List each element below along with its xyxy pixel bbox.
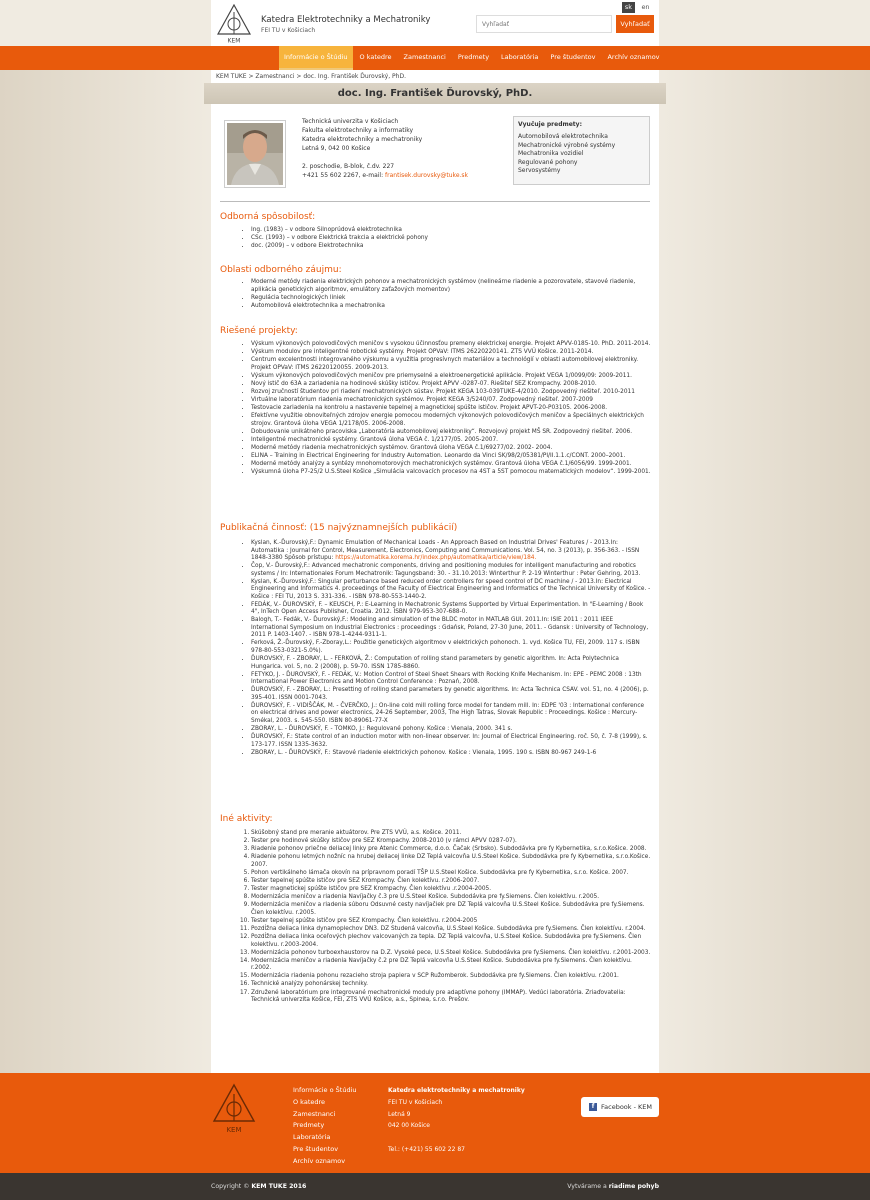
list-item: • ZBORAY, L. - ĎUROVSKÝ, F.: Stavové riadenie elektrických pohonov. Košice : Vienala, 1995. 190 s. ISBN 80-967 249-1-6 bbox=[251, 750, 651, 758]
list-item: • ĎUROVSKÝ, F.: State control of an induction motor with non-linear observer. In: Journal of Electrical Engineering. roč. 50, č. 7-8 (1999), s. 173-177. ISSN 1335-3632. bbox=[251, 734, 651, 749]
list-item: • CSc. (1993) – v odbore Elektrická trakcia a elektrické pohony bbox=[251, 235, 651, 243]
footer-contact-line: 042 00 Košice bbox=[388, 1122, 430, 1130]
list-item: • ELINA – Training in Electrical Engineering for Industry Automation. Leonardo da Vinci SK/98/2/05381/PI/II.1.1.c/CONT. 2000–2001. bbox=[251, 453, 651, 461]
footer-link[interactable]: Laboratória bbox=[293, 1133, 331, 1142]
nav-item-archive[interactable]: Archív oznamov bbox=[607, 53, 660, 61]
nav-item-labs[interactable]: Laboratória bbox=[501, 53, 539, 61]
page-title: doc. Ing. František Ďurovský, PhD. bbox=[337, 88, 533, 99]
list-item: • Ferková, Ž.-Ďurovský, F.-Zboray,L.: Použitie genetických algoritmov v elektrických pohonoch. 1. vyd. Košice TU, FEI, 2009. 117 s. ISBN 978-80-553-0321-5.0%). bbox=[251, 640, 651, 655]
list-item: 10. Tester tepelnej spúšte ističov pre SEZ Krompachy. Člen kolektívu. r.2004-2005 bbox=[251, 918, 651, 926]
list-item: • ĎUROVSKÝ, F. - ZBORAY, L. - FERKOVÁ, Ž.: Computation of rolling stand parameters by genetic algorithm. In: Acta Polytechnica Hungarica. vol. 5, no. 2 (2008), p. 59-70. ISSN 1785-8860. bbox=[251, 656, 651, 671]
footer-link[interactable]: Informácie o Štúdiu bbox=[293, 1086, 357, 1094]
subject-item[interactable]: Servosystémy bbox=[518, 167, 561, 175]
facebook-icon: f bbox=[589, 1103, 597, 1111]
list-item: • Rozvoj zručností študentov pri riadení mechatronických sústav. Projekt KEGA 103-039TUKE-4/2010. Zodpovedný riešiteľ. 2010-2011 bbox=[251, 389, 651, 397]
lang-sk-button[interactable]: sk bbox=[622, 2, 635, 13]
list-item: 9. Modernizácia meničov a riadenia súboru Odsuvné cesty navíjačiek pre DZ Teplá valcovňa U.S.Steel Košice. Subdodávka pre fy.Siemens. Člen kolektívu. r.2005. bbox=[251, 902, 651, 917]
publication-link[interactable]: https://automatika.korema.hr/index.php/automatika/article/view/184. bbox=[335, 555, 537, 561]
list-item: 11. Pozdĺžna deliaca linka dynamoplechov DN3. DZ Studená valcovňa, U.S.Steel Košice. Subdodávka pre fy.Siemens. Člen kolektívu. r.2004. bbox=[251, 926, 651, 934]
bottom-bar bbox=[0, 1173, 870, 1200]
footer-logo-text: KEM bbox=[226, 1126, 242, 1134]
section-title-competence: Odborná spôsobilosť: bbox=[220, 212, 316, 222]
person-photo-icon bbox=[227, 123, 283, 185]
list-item: • Inteligentné mechatronické systémy. Grantová úloha VEGA č. 1/2177/05. 2005-2007. bbox=[251, 437, 651, 445]
divider bbox=[220, 201, 650, 202]
footer-contact-line: Letná 9 bbox=[388, 1110, 411, 1118]
list-item: 4. Riadenie pohonu letmých nožníc na hrubej deliacej linke DZ Teplá valcovňa U.S.Steel Košice. Subdodávka pre fy Kybernetika, s.r.o.Košice. 2007. bbox=[251, 854, 651, 869]
facebook-button[interactable] bbox=[581, 1097, 659, 1117]
copyright: Copyright © KEM TUKE 2016 bbox=[211, 1183, 307, 1190]
competence-list bbox=[251, 227, 651, 251]
list-item: • Balogh, T.- Fedák, V.- Ďurovský,F.: Modeling and simulation of the BLDC motor in MATLAB GUI. 2011.In: ISIE 2011 : 2011 IEEE International Symposium on Industrial Electronics : proceedings : Gdańsk, Poland, 27-30 June, 2011. - Gdansk : University of Technology, 2011 P. 1403-1407. - ISBN 978-1-4244-9311-1. bbox=[251, 617, 651, 640]
contact-address bbox=[302, 117, 502, 180]
subject-item[interactable]: Regulované pohony bbox=[518, 158, 578, 166]
brand-title[interactable]: Katedra Elektrotechniky a Mechatroniky bbox=[261, 15, 431, 25]
list-item: • Dobudovanie unikátneho pracoviska „Laboratória automobilovej elektroniky“. Rozvojový projekt MŠ SR. Zodpovedný riešiteľ. 2006. bbox=[251, 429, 651, 437]
brand-subtitle: FEI TU v Košiciach bbox=[261, 27, 316, 34]
list-item: 14. Modernizácia meničov a riadenia Navíjačky č.2 pre DZ Teplá valcovňa U.S.Steel Košice. Subdodávka pre fy.Siemens. Člen kolektívu. r.2002. bbox=[251, 958, 651, 973]
publications-list bbox=[251, 540, 651, 758]
footer-link[interactable]: Pre študentov bbox=[293, 1144, 339, 1153]
list-item: • Virtuálne laboratórium riadenia mechatronických systémov. Projekt KEGA 3/5240/07. Zodpovedný riešiteľ. 2007-2009 bbox=[251, 397, 651, 405]
footer-contact bbox=[388, 1085, 525, 1156]
list-item: 2. Tester pre hodinové skúšky ističov pre SEZ Krompachy. 2008-2010 (v rámci APVV 0287-07). bbox=[251, 838, 651, 846]
nav-item-staff[interactable]: Zamestnanci bbox=[403, 53, 446, 61]
list-item: 3. Riadenie pohonov priečne deliacej linky pre Atenic Commerce, d.o.o. Čačak (Srbsko). Subdodávka pre fy Kybernetika, s.r.o.Košice. 2008. bbox=[251, 846, 651, 854]
section-title-publications: Publikačná činnosť: (15 najvýznamnejších publikácií) bbox=[220, 523, 458, 533]
list-item: • Výskumná úloha P7-25/2 U.S.Steel Košice „Simulácia valcovacích procesov na 4ST a 5ST pomocou matematických modelov“. 1999-2001. bbox=[251, 469, 651, 477]
list-item: • Moderné metódy riadenia elektrických pohonov a mechatronických systémov (nelineárne riadenie a pozorovatele, stavové riadenie, aplikácia genetických algoritmov, emulátory zaťažových momentov) bbox=[251, 279, 651, 294]
list-item: • Ing. (1983) – v odbore Silnoprúdová elektrotechnika bbox=[251, 227, 651, 235]
list-item: • Výskum výkonových polovodičových meničov pre priemyselné a elektroenergetické aplikácie. Projekt VEGA 1/0099/09: 2009-2011. bbox=[251, 373, 651, 381]
profile-photo bbox=[224, 120, 286, 188]
footer-link[interactable]: O katedre bbox=[293, 1097, 326, 1106]
subject-item[interactable]: Mechatronické výrobné systémy bbox=[518, 141, 616, 149]
nav-item-students[interactable]: Pre študentov bbox=[550, 53, 596, 61]
nav-item-subjects[interactable]: Predmety bbox=[457, 53, 490, 61]
list-item: • ZBORAY, L. - ĎUROVSKÝ, F. - TOMKO, J.: Regulované pohony. Košice : Vienala, 2000. 341 s. bbox=[251, 726, 651, 734]
address-line-2: Fakulta elektrotechniky a informatiky bbox=[302, 127, 414, 134]
list-item: 1. Skúšobný stand pre meranie aktuátorov. Pre ZTS VVÚ, a.s. Košice. 2011. bbox=[251, 830, 651, 838]
list-item: • Regulácia technologických liniek bbox=[251, 295, 651, 303]
subject-item[interactable]: Automobilová elektrotechnika bbox=[518, 133, 608, 141]
list-item: • Výskum výkonových polovodičových meničov s vysokou účinnosťou premeny elektrickej energie. Projekt APVV-0185-10. PhD. 2011-2014. bbox=[251, 341, 651, 349]
list-item: 12. Pozdĺžna deliaca linka oceľových plechov valcovaných za tepla. DZ Teplá valcovňa, U.S.Steel Košice. Subdodávka pre fy.Siemens. Člen kolektívu. r.2003-2004. bbox=[251, 934, 651, 949]
main-content bbox=[211, 70, 659, 1073]
list-item: • FEDÁK, V.- ĎUROVSKÝ, F. – KEUSCH, P.: E-Learning in Mechatronic Systems Supported by Virtual Experimentation. In "E-Learning / Book 4", InTech Open Access Publisher, Croatia. 2012. ISBN 979-953-307-688-0. bbox=[251, 602, 651, 617]
address-line-3: Katedra elektrotechniky a mechatroniky bbox=[302, 136, 423, 143]
list-item: • Kyslan, K.-Ďurovský,F.: Singular perturbance based reduced order controllers for speed control of DC machine / - 2013.In: Electrical Engineering and Informatics 4. proceedings of the Faculty of Electrical Engineering and Informatics of the Technical University of Košice. - Košice : FEI TU, 2013 S. 331-336. - ISBN 978-80-553-1440-2. bbox=[251, 579, 651, 602]
list-item: • Výskum modulov pre inteligentné robotické systémy. Projekt OPVaV: ITMS 26220220141. ZTS VVÚ Košice. 2011-2014. bbox=[251, 349, 651, 357]
list-item: • ĎUROVSKÝ, F. - VIDIŠČÁK, M. - ČVERČKO, J.: On-line cold mill rolling force model for tandem mill. In: EDPE '03 : International conference on electrical drives and power electronics, 24-26 September, 2003, The High Tatras, Slovak Republic : Proceedings. Košice : Mercury-Smékal, 2003. s. 545-550. ISBN 80-89061-77-X bbox=[251, 703, 651, 726]
address-line-4: Letná 9, 042 00 Košice bbox=[302, 145, 371, 152]
list-item: 13. Modernizácia pohonov turboexhaustorov na D.Z. Vysoké pece, U.S.Steel Košice. Subdodávka pre fy.Siemens. Člen kolektívu. r.2001-2003. bbox=[251, 950, 651, 958]
email-link[interactable]: frantisek.durovsky@tuke.sk bbox=[385, 172, 469, 179]
list-item: • Moderné metódy riadenia mechatronických systémov. Grantová úloha VEGA č.1/69277/02. 2002- 2004. bbox=[251, 445, 651, 453]
section-title-projects: Riešené projekty: bbox=[220, 326, 298, 336]
list-item: • Nový istič do 63A a zariadenia na hodinové skúšky ističov. Projekt APVV -0287-07. Riešiteľ SEZ Krompachy. 2008-2010. bbox=[251, 381, 651, 389]
list-item: 16. Technické analýzy pohonárskej techniky. bbox=[251, 981, 651, 989]
office-room: 2. poschodie, B-blok, č.dv. 227 bbox=[302, 163, 395, 170]
section-title-activities: Iné aktivity: bbox=[220, 814, 273, 824]
teaching-box bbox=[513, 116, 650, 185]
footer-phone: Tel.: (+421) 55 602 22 87 bbox=[388, 1145, 465, 1153]
logo-text: KEM bbox=[227, 37, 241, 44]
nav-item-about[interactable]: O katedre bbox=[359, 53, 392, 61]
footer-contact-title: Katedra elektrotechniky a mechatroniky bbox=[388, 1087, 525, 1094]
interests-list bbox=[251, 279, 651, 311]
lang-en-button[interactable]: en bbox=[641, 3, 650, 11]
list-item: 15. Modernizácia riadenia pohonu rezacieho stroja papiera v SCP Ružomberok. Subdodávka pre fy.Siemens. Člen kolektívu. r.2001. bbox=[251, 973, 651, 981]
list-item: • Efektívne využitie obnoviteľných zdrojov energie pomocou moderných výkonových polovodičových meničov a špeciálnych elektrických strojov. Grantová úloha VEGA 1/2178/05. 2006-2008. bbox=[251, 413, 651, 428]
header bbox=[211, 0, 659, 46]
list-item: • FETYKO, J. - ĎUROVSKÝ, F. - FEDÁK, V.: Motion Control of Steel Sheet Shears with Rocking Knife Mechanism. In: EPE - PEMC 2008 : 13th International Power Electronics and Motion Control Conference : Poznań, 2008. bbox=[251, 672, 651, 687]
footer-logo-icon[interactable] bbox=[212, 1083, 256, 1135]
list-item: • Centrum excelentnosti integrovaného výskumu a využitia progresívnych materiálov a technológií v oblasti automobilovej elektroniky. Projekt OPVaV: ITMS 26220120055. 2009-2013. bbox=[251, 357, 651, 372]
phone-text: +421 55 602 2267, e-mail: bbox=[302, 172, 386, 179]
main-navigation bbox=[0, 46, 870, 70]
projects-list bbox=[251, 341, 651, 477]
list-item: 6. Tester tepelnej spúšte ističov pre SEZ Krompachy. Člen kolektívu. r.2006-2007. bbox=[251, 878, 651, 886]
footer bbox=[0, 1073, 870, 1173]
made-by: Vytvárame a riadime pohyb bbox=[567, 1183, 659, 1190]
activities-list bbox=[251, 830, 651, 1005]
nav-item-study-info[interactable]: Informácie o Štúdiu bbox=[279, 46, 353, 70]
footer-link[interactable]: Predmety bbox=[293, 1121, 325, 1130]
list-item: • Kyslan, K.-Ďurovský,F.: Dynamic Emulation of Mechanical Loads - An Approach Based on Industrial Drives' Features / - 2013.In: Automatika : Journal for Control, Measurement, Electronics, Computing and Communications. Vol. 54, no. 3 (2013), p. 356-363. - ISSN 1848-3380 Spôsob prístupu: https://automatika.korema.hr/index.php/automatika/article/view/184. bbox=[251, 540, 651, 563]
list-item: 7. Tester magnetickej spúšte ističov pre SEZ Krompachy. Člen kolektívu .r.2004-2005. bbox=[251, 886, 651, 894]
search-button[interactable]: Vyhľadať bbox=[616, 15, 654, 33]
footer-link[interactable]: Archív oznamov bbox=[293, 1156, 346, 1165]
breadcrumb[interactable]: KEM TUKE > Zamestnanci > doc. Ing. František Ďurovský, PhD. bbox=[216, 73, 406, 80]
footer-contact-line: FEI TU v Košiciach bbox=[388, 1098, 443, 1106]
search-input[interactable] bbox=[476, 15, 612, 33]
teaching-title: Vyučuje predmety: bbox=[518, 121, 582, 128]
list-item: • Moderné metódy analýzy a syntézy mnohomotorových mechatronických systémov. Grantová úloha VEGA č.1/6056/99. 1999-2001. bbox=[251, 461, 651, 469]
kem-logo-icon[interactable] bbox=[217, 4, 251, 44]
list-item: 5. Pohon vertikálneho lámača okovín na prípravnom poradí TŠP U.S.Steel Košice. Subdodávka pre fy Kybernetika, s.r.o. Košice. 2007. bbox=[251, 870, 651, 878]
list-item: • Testovacie zariadenia na kontrolu a nastavenie tepelnej a magnetickej spúšte ističov. Projekt APVT-20-P03105. 2006-2008. bbox=[251, 405, 651, 413]
list-item: • Čop, V.- Ďurovský,F.: Advanced mechatronic components, driving and positioning modules for intelligent manufacturing and robotics systems / In: Internationales Forum Mechatronik: Tagungsband: 30. - 31.10.2013: Winterthur P. 2-19 Winterthur : Peter Gehring, 2013. bbox=[251, 563, 651, 578]
address-line-1: Technická univerzita v Košiciach bbox=[302, 118, 399, 125]
list-item: • Automobilová elektrotechnika a mechatronika bbox=[251, 303, 651, 311]
list-item: 17. Združené laboratórium pre integrované mechatronické moduly pre adaptívne pohony (IMMAP). Vedúci laboratória. Zriaďovatelia: Technická univerzita Košice, FEI, ZTS VVÚ Košice, a.s., Spinea, s.r.o. Prešov. bbox=[251, 990, 651, 1005]
footer-links bbox=[293, 1085, 357, 1168]
list-item: • doc. (2009) – v odbore Elektrotechnika bbox=[251, 243, 651, 251]
section-title-interests: Oblasti odborného záujmu: bbox=[220, 265, 342, 275]
subject-item[interactable]: Mechatronika vozidiel bbox=[518, 150, 584, 158]
list-item: • ĎUROVSKÝ, F. - ZBORAY, L.: Presetting of rolling stand parameters by genetic algorithms. In: Acta Technica CSAV. vol. 51, no. 4 (2006), p. 395-401. ISSN 0001-7043. bbox=[251, 687, 651, 702]
list-item: 8. Modernizácia meničov a riadenia Navíjačky č.3 pre U.S.Steel Košice. Subdodávka pre fy.Siemens. Člen kolektívu. r.2005. bbox=[251, 894, 651, 902]
facebook-label: Facebook - KEM bbox=[601, 1102, 652, 1111]
footer-link[interactable]: Zamestnanci bbox=[293, 1109, 336, 1118]
